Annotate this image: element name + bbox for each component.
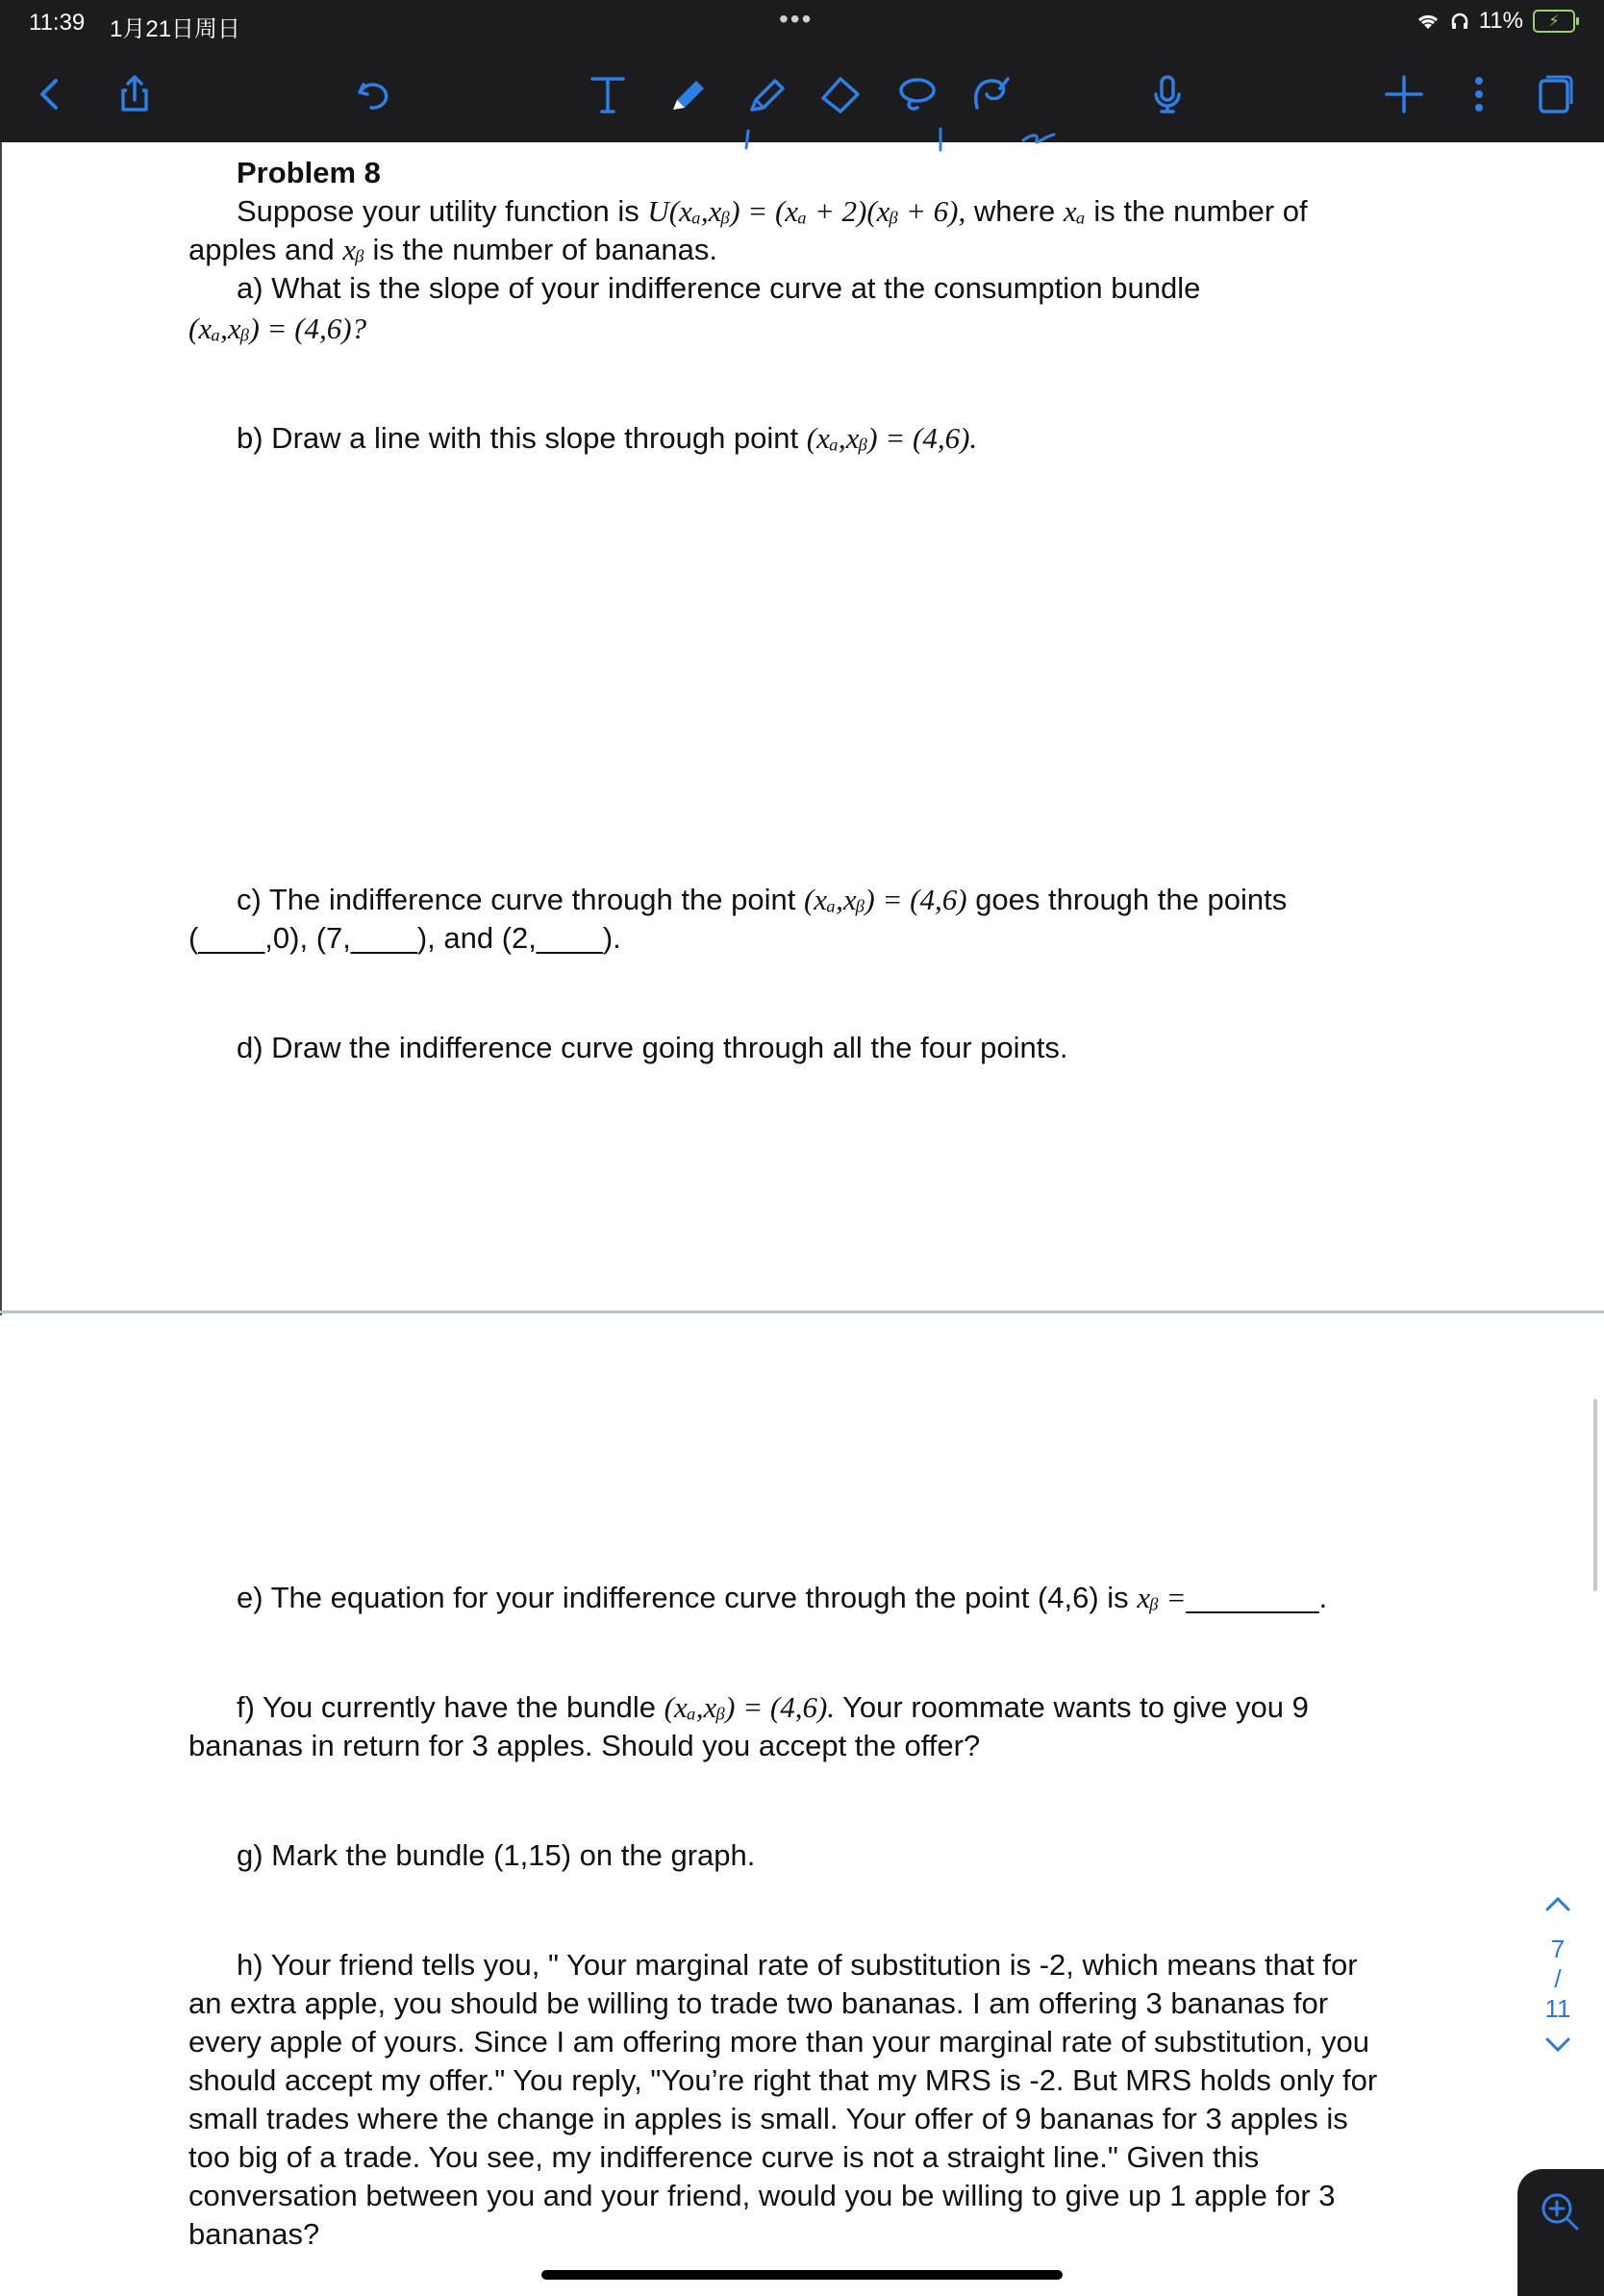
battery-percent: 11%	[1478, 8, 1523, 34]
question-h-line: too big of a trade. You see, my indifference curve is not a straight line." Given this	[188, 2140, 1260, 2174]
page-current: 7	[1550, 1934, 1566, 1963]
question-c: c) The indifference curve through the point (xₐ,xᵦ) = (4,6) goes through the points	[237, 883, 1288, 916]
pages-icon[interactable]	[1527, 67, 1581, 121]
status-indicators	[1416, 8, 1575, 35]
scrollbar[interactable]	[1593, 1399, 1597, 1591]
problem-intro-line2: apples and xᵦ is the number of bananas.	[188, 233, 717, 266]
pen-icon[interactable]	[662, 67, 715, 121]
question-h-line: should accept my offer." You reply, "You’re right that my MRS is -2. But MRS holds only for	[188, 2063, 1378, 2097]
question-d: d) Draw the indifference curve going through all the four points.	[237, 1031, 1068, 1064]
question-f-line2: bananas in return for 3 apples. Should you accept the offer?	[188, 1729, 981, 1762]
handwritten-ink	[731, 127, 1077, 156]
question-g: g) Mark the bundle (1,15) on the graph.	[237, 1838, 756, 1872]
mic-icon[interactable]	[1140, 67, 1194, 121]
problem-intro-line1: Suppose your utility function is U(xₐ,xᵦ) = (xₐ + 2)(xᵦ + 6), where xₐ is the number of	[237, 194, 1308, 228]
status-date: 1月21日周日	[110, 16, 241, 42]
question-h-line: bananas?	[188, 2217, 320, 2251]
question-h-line: small trades where the change in apples is small. Your offer of 9 bananas for 3 apples is	[188, 2102, 1348, 2135]
headphones-icon	[1450, 12, 1469, 31]
status-time: 11:39	[29, 10, 86, 36]
page-up-icon[interactable]	[1543, 1894, 1572, 1913]
question-h-line: every apple of yours. Since I am offering more than your marginal rate of substitution, you	[188, 2025, 1370, 2059]
question-a-math: (xₐ,xᵦ) = (4,6)?	[188, 312, 367, 345]
multitask-dots[interactable]: •••	[779, 4, 814, 34]
question-h-line: h) Your friend tells you, " Your marginal rate of substitution is -2, which means that for	[237, 1948, 1358, 1982]
eraser-icon[interactable]	[814, 67, 867, 121]
question-h-line: an extra apple, you should be willing to trade two bananas. I am offering 3 bananas for	[188, 1986, 1329, 2020]
back-icon[interactable]	[23, 67, 77, 121]
question-e: e) The equation for your indifference curve through the point (4,6) is xᵦ =________.	[237, 1581, 1328, 1614]
highlighter-icon[interactable]	[740, 67, 794, 121]
lasso-icon[interactable]	[889, 67, 942, 121]
page-divider	[0, 1310, 1604, 1313]
page-navigator	[1519, 1894, 1596, 2115]
wifi-icon	[1416, 12, 1441, 31]
page-down-icon[interactable]	[1543, 2035, 1572, 2055]
status-bar	[0, 0, 1604, 46]
undo-icon[interactable]	[346, 67, 400, 121]
battery-icon: ⚡	[1533, 10, 1575, 33]
problem-title: Problem 8	[237, 156, 381, 189]
share-icon[interactable]	[108, 67, 162, 121]
add-icon[interactable]	[1377, 67, 1431, 121]
zoom-panel	[1517, 2169, 1604, 2296]
page-edge	[0, 142, 2, 1315]
question-a: a) What is the slope of your indifference curve at the consumption bundle	[237, 271, 1201, 305]
text-icon[interactable]	[581, 67, 635, 121]
page-separator: /	[1554, 1964, 1562, 1993]
shape-icon[interactable]	[964, 67, 1017, 121]
question-c-points: (____,0), (7,____), and (2,____).	[188, 921, 621, 955]
zoom-in-icon[interactable]	[1539, 2190, 1581, 2233]
home-indicator[interactable]	[541, 2270, 1063, 2280]
question-f: f) You currently have the bundle (xₐ,xᵦ) = (4,6). Your roommate wants to give you 9	[237, 1690, 1309, 1724]
page-total: 11	[1544, 1994, 1571, 2023]
question-b: b) Draw a line with this slope through point (xₐ,xᵦ) = (4,6).	[237, 421, 978, 455]
question-h-line: conversation between you and your friend, would you be willing to give up 1 apple for 3	[188, 2179, 1336, 2212]
more-icon[interactable]	[1452, 67, 1506, 121]
